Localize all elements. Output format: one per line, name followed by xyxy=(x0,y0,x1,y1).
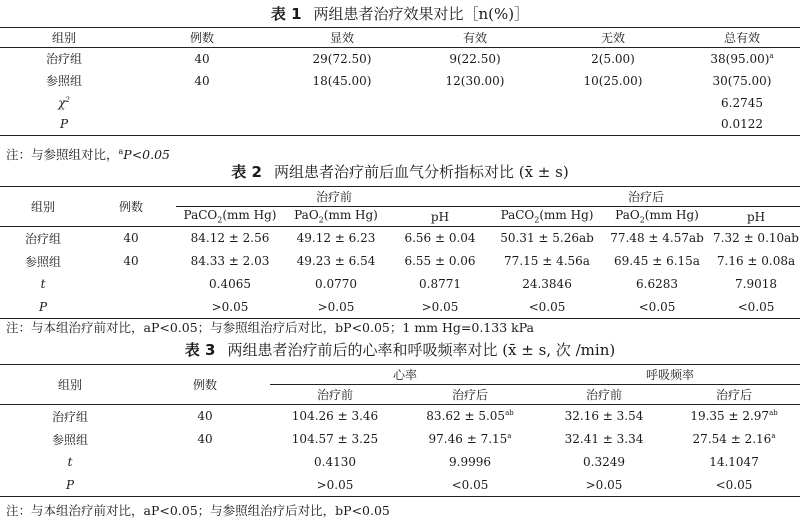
cell-value: 32.41 ± 3.34 xyxy=(564,432,644,446)
cell-value: 27.54 ± 2.16 xyxy=(692,432,772,446)
table1-cell: 40 xyxy=(194,51,210,66)
table2-cell: 7.9018 xyxy=(735,277,778,291)
table2-cell: 84.33 ± 2.03 xyxy=(190,254,270,268)
table1-cell: 29(72.50) xyxy=(312,51,372,66)
table1-cell: 40 xyxy=(194,73,210,88)
table3-header-row xyxy=(0,365,800,385)
table1-note xyxy=(6,144,170,163)
table3-cell: P xyxy=(65,477,75,492)
table-row xyxy=(0,250,800,273)
table1-title-text: 两组患者治疗效果对比［n(%)］ xyxy=(313,5,530,23)
unit-label: (mm Hg) xyxy=(323,208,378,223)
cell-value: 83.62 ± 5.05 xyxy=(426,409,506,424)
table3-cell: 14.1047 xyxy=(709,455,759,469)
table1-cell: 9(22.50) xyxy=(449,51,501,66)
table3-cell: 9.9996 xyxy=(449,455,491,469)
table2-cell: 6.55 ± 0.06 xyxy=(404,254,476,268)
table2-cell: 84.12 ± 2.56 xyxy=(190,231,270,246)
table2-cell: 50.31 ± 5.26ab xyxy=(500,231,594,246)
table2-cell: >0.05 xyxy=(211,299,249,314)
table1-cell: 10(25.00) xyxy=(583,73,643,88)
table2-header-before: 治疗前 xyxy=(176,187,492,207)
subscript: 2 xyxy=(217,215,223,225)
table2-cell: 40 xyxy=(123,254,139,268)
table1-header-row xyxy=(0,28,800,48)
table2-cell: 治疗组 xyxy=(24,231,61,246)
table3-subheader: 治疗前 xyxy=(586,388,623,402)
chi-sup: 2 xyxy=(65,95,70,104)
table3-cell: 40 xyxy=(197,432,213,446)
table3-header-hr: 心率 xyxy=(270,365,540,385)
table2 xyxy=(0,186,800,319)
table2-header: 例数 xyxy=(86,187,176,227)
table2-cell: 24.3846 xyxy=(522,277,572,291)
unit-label: (mm Hg) xyxy=(539,208,594,223)
table1-header: 组别 xyxy=(51,31,76,45)
table2-title xyxy=(0,163,800,181)
table3-cell: 40 xyxy=(197,409,213,424)
table3-header: 组别 xyxy=(0,365,140,405)
table3-cell xyxy=(270,428,400,451)
table-row xyxy=(0,273,800,296)
cell-sup: a xyxy=(507,432,512,440)
table-row xyxy=(0,48,800,70)
table1-cell-value: 38(95.00) xyxy=(710,51,770,66)
table1-header: 例数 xyxy=(189,31,214,45)
table2-subheader: pH xyxy=(746,209,766,224)
table1 xyxy=(0,27,800,136)
table2-header: 组别 xyxy=(0,187,86,227)
cell-value: 104.57 ± 3.25 xyxy=(291,432,379,446)
cell-sup: ab xyxy=(769,409,778,418)
table1-header: 显效 xyxy=(329,31,354,45)
table3-cell xyxy=(400,428,540,451)
table1-p-label: P xyxy=(59,117,69,132)
paco2-label: PaCO xyxy=(183,208,218,223)
table1-header: 无效 xyxy=(600,31,625,45)
table2-subheader xyxy=(602,207,712,227)
table1-cell: 治疗组 xyxy=(45,52,82,67)
table3-subheader: 治疗后 xyxy=(452,388,489,402)
table3-cell: <0.05 xyxy=(451,477,489,492)
table2-cell: 49.12 ± 6.23 xyxy=(296,231,376,246)
table2-cell: 69.45 ± 6.15a xyxy=(614,254,700,268)
cell-sup: a xyxy=(771,432,776,440)
subscript: 2 xyxy=(639,215,645,225)
table-row xyxy=(0,405,800,428)
table2-subheader xyxy=(176,207,284,227)
table2-cell: t xyxy=(40,277,46,291)
cell-value: 97.46 ± 7.15 xyxy=(428,432,508,446)
table1-cell: 12(30.00) xyxy=(445,73,505,88)
table2-title-text: 两组患者治疗前后血气分析指标对比 (x̄ ± s) xyxy=(273,163,569,181)
table3-header-rr: 呼吸频率 xyxy=(540,365,800,385)
table2-cell: 40 xyxy=(123,231,139,246)
table1-cell-value: 30(75.00) xyxy=(712,73,772,88)
table3-cell: >0.05 xyxy=(585,477,623,492)
table2-cell: 0.0770 xyxy=(315,277,357,291)
table3-subheader: 治疗后 xyxy=(716,388,753,402)
table3-label: 表 3 xyxy=(184,341,216,359)
table1-label: 表 1 xyxy=(270,5,302,23)
table2-cell: 参照组 xyxy=(24,254,61,269)
cell-value: 32.16 ± 3.54 xyxy=(564,409,644,424)
table1-cell: 6.2745 xyxy=(721,95,763,110)
table-row xyxy=(0,474,800,497)
table2-subheader xyxy=(492,207,602,227)
table3-cell xyxy=(140,451,270,474)
table-row xyxy=(0,114,800,136)
table2-subheader: pH xyxy=(430,209,450,224)
table2-header-after: 治疗后 xyxy=(492,187,800,207)
table-row xyxy=(0,296,800,319)
table2-label: 表 2 xyxy=(231,163,262,181)
table3-cell: t xyxy=(67,455,73,469)
table2-cell: >0.05 xyxy=(421,299,459,314)
table3-cell xyxy=(140,474,270,497)
table1-cell: 参照组 xyxy=(45,74,82,88)
cell-value: 19.35 ± 2.97 xyxy=(690,409,770,424)
table2-cell: 7.32 ± 0.10ab xyxy=(713,231,799,246)
table2-cell xyxy=(86,273,176,296)
table1-cell xyxy=(684,70,800,92)
unit-label: (mm Hg) xyxy=(644,208,699,223)
table3-cell xyxy=(400,405,540,428)
table2-cell: >0.05 xyxy=(317,299,355,314)
pao2-label: PaO xyxy=(615,208,640,223)
table1-header: 有效 xyxy=(462,31,487,45)
table1-note-rest: P<0.05 xyxy=(123,147,171,163)
table2-subheader xyxy=(284,207,388,227)
table3-cell: 0.4130 xyxy=(314,455,356,469)
table1-note-sup: a xyxy=(118,147,124,156)
unit-label: (mm Hg) xyxy=(222,208,277,223)
chi-symbol: χ xyxy=(58,95,66,110)
table2-header-row xyxy=(0,187,800,207)
pao2-label: PaO xyxy=(294,208,319,223)
table3-cell: >0.05 xyxy=(316,477,354,492)
table1-chi-label xyxy=(0,92,128,114)
subscript: 2 xyxy=(318,215,324,225)
table2-cell: <0.05 xyxy=(528,299,566,314)
table2-cell: P xyxy=(38,299,48,314)
table2-cell: 49.23 ± 6.54 xyxy=(296,254,376,268)
table3-subheader: 治疗前 xyxy=(316,388,353,402)
table2-cell: 7.16 ± 0.08a xyxy=(716,254,796,268)
table-row xyxy=(0,227,800,250)
table3-cell: <0.05 xyxy=(715,477,753,492)
paco2-label: PaCO xyxy=(500,208,535,223)
table2-cell: 6.6283 xyxy=(636,277,679,291)
table-row xyxy=(0,451,800,474)
table1-title xyxy=(0,5,800,23)
table-row xyxy=(0,428,800,451)
table3-cell: 0.3249 xyxy=(583,455,626,469)
table1-cell: 0.0122 xyxy=(721,117,763,132)
table2-cell: <0.05 xyxy=(638,299,676,314)
table1-cell-sup: a xyxy=(769,51,774,60)
table3-cell: 治疗组 xyxy=(51,409,88,424)
table2-cell: 0.8771 xyxy=(419,277,461,291)
table1-header: 总有效 xyxy=(723,31,760,45)
cell-sup: ab xyxy=(505,409,514,418)
table2-note: 注：与本组治疗前对比，aP<0.05；与参照组治疗后对比，bP<0.05；1 mm Hg=0.133 kPa xyxy=(6,320,535,335)
table1-note-prefix: 注：与参照组对比， xyxy=(6,147,119,163)
table3-cell xyxy=(668,405,800,428)
table-row xyxy=(0,70,800,92)
table3-note: 注：与本组治疗前对比，aP<0.05；与参照组治疗后对比，bP<0.05 xyxy=(6,503,390,518)
table-row xyxy=(0,92,800,114)
table3-title xyxy=(0,341,800,359)
table3-header: 例数 xyxy=(140,365,270,405)
table2-cell: 77.15 ± 4.56a xyxy=(504,254,590,268)
table1-cell: 18(45.00) xyxy=(312,73,372,88)
table3-cell xyxy=(668,428,800,451)
subscript: 2 xyxy=(534,215,540,225)
table1-cell: 2(5.00) xyxy=(591,51,635,66)
table3-cell xyxy=(540,428,668,451)
table3-title-text: 两组患者治疗前后的心率和呼吸频率对比 (x̄ ± s, 次 /min) xyxy=(227,341,616,359)
table2-cell: 77.48 ± 4.57ab xyxy=(610,231,704,246)
table1-cell xyxy=(684,48,800,70)
table2-cell: <0.05 xyxy=(737,299,775,314)
table2-cell: 0.4065 xyxy=(209,277,251,291)
table3-cell xyxy=(270,405,400,428)
table3 xyxy=(0,364,800,497)
table2-cell xyxy=(86,296,176,319)
table3-cell: 参照组 xyxy=(51,432,88,447)
table2-cell: 6.56 ± 0.04 xyxy=(404,231,476,246)
cell-value: 104.26 ± 3.46 xyxy=(291,409,379,424)
table3-cell xyxy=(540,405,668,428)
